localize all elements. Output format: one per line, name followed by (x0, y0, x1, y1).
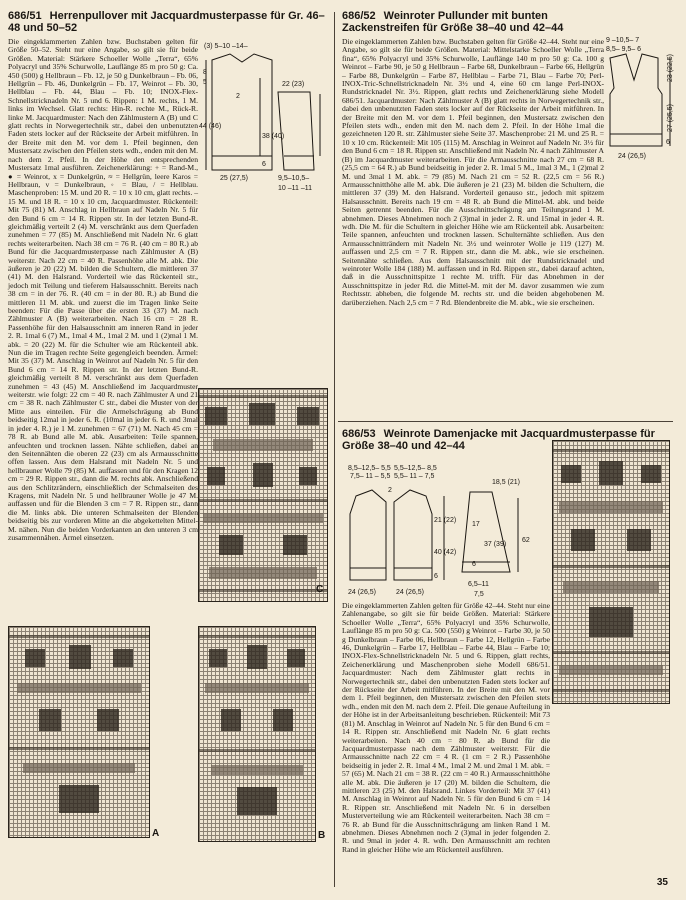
article-body: Die eingeklammerten Zahlen bzw. Buchstaben gelten für Größe 50–52. Steht nur eine Angabe, so gilt sie für beide Größen. Material: Stärkere Schoeller Wolle „Terra“, 65% Polyacryl und 35% Schurwolle, Lauflänge 85 m pro 50 g: Ca. 450 (500) g Hellbraun – Fb. 12, je 50 g Dunkelbraun – Fb. 06, Hellgrün – Fb. 46, Dunkelgrün – Fb. 17, Weinrot – Fb. 30, Hellblau – Fb. 44, Blau – Fb. 10; INOX-Flex-Schnellstricknadeln Nr. 5 und 6. Rippen: 1 M. rechts, 1 M. links im Wechsel. Glatt rechts: Hin-R. rechte M., Rück-R. linke M. Jacquardmuster: Nach den Zählmustern A (B) und C glatt rechts in Norwegertechnik str., dabei den unbenutzten Faden stets locker auf der Rückseite der Arbeit mitführen. In der Breite mit den M. vor dem 1. Pfeil beginnen, den Mustersatz zwischen den Pfeilen stets wdh., enden mit den M. nach dem 2. Pfeil. In der Höhe den entsprechenden Mustersatz 1mal ausführen. Zeichenerklärung: + = Rand-M., ● = Weinrot, x = Dunkelgrün, ≈ = Hellgrün, leere Karos = Hellbraun, v = Dunkelbraun, ◦ = Blau, / = Hellblau. Maschenproben: 15 M. und 20 R. = 10 x 10 cm, glatt rechts. – 15 M. und 18 R. = 10 x 10 cm, Jacquardmuster. Rückenteil: Mit 75 (81) M. Anschlag in Hellbraun auf Nadeln Nr. 5 für den Bund 6 cm = 14 R. Rippen str. In der letzten Bund-R. gleichmäßig verteilt 2 (4) M. verschränkt aus dem Querfaden zunehmen = 77 (85) M. Anschließend mit Nadeln Nr. 6 glatt rechts weiterarbeiten. Nach 38 cm = 76 R. (40 cm = 80 R.) ab Bund für die Jacquardmusterpasse nach Zählmuster A (B) weiterstr. Nach 22 cm = 40 R. Passenhöhe alle M. abk. Die äußeren je 20 (22) M. bilden die Schultern, die mittleren 37 (41) M. den Halsrand. Vorderteil wie das Rückenteil str., jedoch mit Teilung und tieferem Halsausschnitt. Bereits nach 38 cm = in der 76. R. (40 cm = in der 80. R.) ab Bund die mittleren 11 M. abk. und zuerst die im Tragen linke Seite beenden: Für die Passe über die ersten 33 (37) M. nach Zählmuster A (B) weiterarbeiten. Nach 16 cm = 28 R. Passenhöhe für den Halsausschnitt am inneren Rand in jeder 2. R. 1mal 6 (7) M., 1mal 4 M., 1mal 2 M. und 1 (2)mal 1 M. abk. = 20 (22) M. für die Schulter wie am Rückenteil abk. Nun die im Tragen rechte Seite gegengleich beenden. Ärmel: Mit 35 (37) M. Anschlag in Weinrot auf Nadeln Nr. 5 für den Bund 6 cm = 14 R. Rippen str. In der letzten Bund-R. gleichmäßig verteilt 8 M. verschränkt aus dem Querfaden zunehmen = 43 (45) M. Anschließend im Jacquardmuster weiterstr. wie folgt: 22 cm = 40 R. nach Zählmuster A und 21 cm = 38 R. nach Zählmuster C str., dabei die Muster von der Mitte aus einteilen. Für die Armelschrägung ab Bund beidseitig 12mal in jeder 6. R. (10mal in jeder 6. R. und 3mal in jeder 4. R.) je 1 M. zunehmen = 67 (71) M. Nach 45 cm = 78 R. ab Bund alle M. abk. Ausarbeiten: Teile spannen, anfeuchten und trocknen lassen. Nähte schließen, dabei an den Seitennähten die oberen 22 (23) cm als Armausschnitte offen lassen. Aus dem Halsrand mit Nadeln Nr. 5 und hellbrauner Wolle 79 (85) M. auffassen und für den Kragen 12 cm = 29 R. Rippen str., dann die M. rechts abk. Anschließend aus den Schlitzrändern, einschließlich der Schmalseiten des Kragens, mit Nadeln Nr. 5 und hellbrauner Wolle je 47 M. auffassen und für die Blenden 3 cm = 7 R. Rippen str., dann die M. links abk. Die unteren Schmalseiten der Blenden beidseitig bis zur vorderen Mitte an die abgekettelten Mittel-M. nähen. Nun die beiden Vorderkanten an den unteren 3 cm zusammennähen. Ärmel einsetzen. (8, 37, 198, 542)
dim-label: 18,5 (21) (492, 479, 521, 486)
dim-label: 7,5 (474, 591, 484, 598)
article-heading (8, 10, 330, 34)
dim-label: 6 (434, 573, 438, 580)
article-body: Die eingeklammerten Zahlen bzw. Buchstaben gelten für Größe 42–44. Steht nur eine Angabe, so gilt sie für beide Größen. Material: Mittelstarke Schoeller Wolle „Terra fina“, 65% Polyacryl und 35% Schurwolle, Lauflänge 140 m pro 50 g: Ca. 100 g Weinrot – Farbe 90, je 50 g Hellbraun – Farbe 68, Dunkelbraun – Farbe 66, Hellgrün – Farbe 88, Dunkelgrün – Farbe 87, Hellblau – Farbe 71, Blau – Farbe 70; Perl-INOX-Tric-Schnellstricknadeln Nr. 3½ und 4, eine 60 cm lange Perl-INOX-Rundstricknadel Nr. 3½. Rippen, glatt rechts und Zeichenerklärung siehe Modell 686/51. Jacquardmuster: Nach Zählmuster A (B) glatt rechts in Norwegertechnik str., dabei den unbenutzten Faden stets locker auf der Rückseite der Arbeit mitführen. In der Breite mit den M. vor dem 1. Pfeil beginnen, den Mustersatz zwischen den Pfeilen stets wdh., enden mit den M. nach dem 2. Pfeil. In der Höhe 1mal die gezeichneten 120 R. str. Zählmuster siehe Seite 37. Maschenprobe: 21 M. und 25 R. = 10 x 10 cm. Rückenteil: Mit 105 (115) M. Anschlag in Weinrot auf Nadeln Nr. 3½ für den Bund 6 cm = 18 R. Rippen str. Anschließend mit Nadeln Nr. 4 nach Zählmuster A (B) im Jacquardmuster weiterarbeiten. Für die Armausschnitte nach 27 cm = 68 R. (25,5 cm = 64 R.) ab Bund beidseitig in jeder 2. R. 1mal 5 M., 1mal 3 M., 1 (2)mal 2 M. und 3mal 1 M. abk. = 79 (85) M. Nach 21 cm = 52 R. (22,5 cm = 56 R.) Armausschnitthöhe alle M. abk. Die äußeren je 21 (23) M. bilden die Schultern, die mittleren 37 (39) M. den Halsrand. Vorderteil genauso str., jedoch mit spitzem Halsausschnitt. Bereits nach 19 cm = 48 R. ab Bund die Mittel-M. abk. und beide Seiten getrennt beenden. Für die Ausschnittschrägung am Teilungsrand 1 M. abnehmen. Dieses Abnehmen noch 2 (3)mal in jeder 2. R. und 15mal in jeder 4. R. wdh. Die M. für die Schultern in gleicher Höhe wie am Rückenteil abk. Ausarbeiten: Teile spannen, anfeuchten und trocknen lassen. Schulternähte schließen. Aus den Armausschnitträndern mit Nadeln Nr. 3½ und weinroter Wolle je 119 (127) M. auffassen und 2,5 cm = 7 R. Rippen str., dann die M. abk., wie sie erscheinen. Seitennähte schließen. Aus dem Halsausschnitt mit der Rundstricknadel und weinroter Wolle 184 (188) M. auffassen und in Rd. Rippen str., dabei darauf achten, daß in die Ausschnittspitze 1 rechte M. trifft. Für das Abnehmen in der Ausschnittspitze in jeder Rd. die Mittel-M. mit der M. davor zusammen wie zum Rechtsstr. abheben, die folgende M. rechts str. und die beiden abgehobenen M. darüberziehen. Nach 2,5 cm = 7 Rd. Blendenbreite die M. abk., wie sie erscheinen. (342, 37, 604, 307)
article-number: 686/51 (8, 10, 42, 22)
chart-a-label: A (152, 828, 160, 839)
article-686-51-body-wide (8, 384, 198, 610)
dim-label: 7,5– 11 – 5,5 (350, 473, 391, 480)
schematic-pullover (198, 38, 328, 196)
dim-label: 6 (666, 139, 670, 146)
dim-label: 25 (27,5) (220, 175, 249, 182)
dim-label: 9,5–10,5– (278, 175, 310, 182)
article-title: Herrenpullover mit Jacquardmusterpasse für Gr. 46–48 und 50–52 (8, 10, 325, 34)
article-heading (342, 10, 604, 34)
dim-label: 6 (472, 561, 476, 568)
dim-label: 10 –11 –11 (278, 185, 312, 192)
article-number: 686/53 (342, 428, 376, 440)
dim-label: 5,5–12,5– 8,5 (394, 465, 437, 472)
dim-label: 44 (46) (199, 123, 222, 130)
jacquard-chart-a (8, 626, 150, 838)
dim-label: 9 –10,5– 7 (606, 37, 640, 44)
article-body-continued (342, 702, 670, 888)
article-title: Weinrote Damenjacke mit Jacquardmusterpasse für Größe 38–40 und 42–44 (342, 428, 655, 452)
article-686-51 (8, 10, 330, 38)
jacquard-chart-jacket (552, 440, 670, 704)
dim-label: 2 (236, 93, 240, 100)
dim-label: 40 (42) (434, 549, 457, 556)
page-number: 35 (656, 877, 668, 888)
jacquard-chart-b (198, 626, 316, 842)
dim-label: 8 (203, 69, 207, 76)
dim-label: 2 (388, 487, 392, 494)
article-686-51-body-top (8, 37, 198, 542)
dim-label: 8,5– 9,5– 6 (606, 46, 642, 53)
dim-label: 21 (22) (434, 517, 457, 524)
dim-label: 5 (203, 79, 207, 86)
dim-label: 24 (26,5) (396, 589, 425, 596)
schematic-pullunder (604, 34, 680, 164)
schematic-jacket (342, 462, 548, 602)
chart-b-label: B (318, 830, 326, 841)
article-body: Die eingeklammerten Zahlen gelten für Größe 42–44. Steht nur eine Zahlenangabe, so gilt sie für beide Größen. Material: Stärkere Schoeller Wolle „Terra“, 65% Polyacryl und 35% Schurwolle, Lauflänge 85 m pro 50 g: Ca. 500 (550) g Weinrot – Farbe 30, je 50 g Dunkelbraun – Farbe 06, Hellbraun – Farbe 12, Hellgrün – Farbe 46, Dunkelgrün – Farbe 17, Hellblau – Farbe 44, Blau – Farbe 10; INOX-Flex-Schnellstricknadeln Nr. 5 und 6. Rippen, glatt rechts, Zeichenerklärung und Maschenproben siehe Modell 686/51. Jacquardmuster: Nach dem Zählmuster glatt rechts in Norwegertechnik str., dabei den unbenutzten Faden stets locker auf der Rückseite der Arbeit mitführen. In der Breite mit den M. vor dem 1. Pfeil beginnen, den Mustersatz zwischen den Pfeilen stets wdh., enden mit den M. nach dem 2. Pfeil. Die genaue Aufteilung in der Höhe ist in der Arbeitsanleitung beschrieben. Rückenteil: Mit 73 (81) M. Anschlag in Weinrot auf Nadeln Nr. 5 für den Bund 6 cm = 14 R. Rippen str. Anschließend mit Nadeln Nr. 6 glatt rechts weiterarbeiten. Nach 40 cm = 80 R. ab Bund für die Jacquardmusterpasse nach dem Zählmuster weiterstr. Für die Armausschnitte nach 22 cm = 4 R. (1 cm = 2 R.) Passenhöhe beidseitig in jeder 2. R. 1mal 4 M., 1mal 2 M. und 2mal 1 M. abk. = 57 (65) M. Nach 21 cm = 38 R. (22 cm = 40 R.) Armausschnitthöhe alle M. abk. Die äußeren je 17 (20) M. bilden die Schultern, die mittleren 23 (25) M. den Halsrand. Linkes Vorderteil: Mit 37 (41) M. Anschlag in Weinrot auf Nadeln Nr. 5 für den Bund 6 cm = 14 R. Rippen str. Anschließend mit Nadeln Nr. 6 in derselben Musterverteilung wie am Rückenteil weiterarbeiten. Nach 38 cm = 76 R. ab Bund für die Ausschnittschrägung am linken Rand 1 M. abnehmen. Dieses Abnehmen noch 2 (3)mal in jeder folgenden 2. R. und 9mal in jeder 4. R. wdh. Den Armausschnitt am rechten Rand in gleicher Höhe wie am Rückenteil ausführen. (342, 601, 550, 854)
dim-label: 37 (39) (484, 541, 507, 548)
dim-label: 24 (26,5) (348, 589, 377, 596)
dim-label: 5,5– 11 – 7,5 (394, 473, 435, 480)
article-686-53-body-wide (342, 702, 670, 888)
dim-label: 27 (25,5) (667, 103, 674, 132)
article-686-53-body (342, 601, 550, 854)
dim-label: 6,5–11 (468, 581, 489, 588)
dim-label: 24 (26,5) (618, 153, 647, 160)
dim-label: 62 (522, 537, 530, 544)
article-title: Weinroter Pullunder mit bunten Zackenstreifen für Größe 38–40 und 42–44 (342, 10, 564, 34)
dim-label: 22 (23) (282, 81, 305, 88)
dim-label: 23 (22,5) (667, 53, 674, 82)
article-686-52 (342, 10, 604, 38)
dim-label: 17 (472, 521, 480, 528)
column-divider (334, 12, 335, 887)
dim-label: 6 (262, 161, 266, 168)
article-686-52-body (342, 38, 604, 412)
chart-c-label: C (316, 584, 324, 595)
dim-label: 38 (40) (262, 133, 285, 140)
article-body-continued (8, 384, 198, 610)
section-divider (338, 421, 673, 422)
dim-label: 8,5–12,5– 5,5 (348, 465, 391, 472)
article-number: 686/52 (342, 10, 376, 22)
dim-label: (3) 5–10 –14– (204, 43, 248, 50)
jacquard-chart-c (198, 388, 328, 602)
